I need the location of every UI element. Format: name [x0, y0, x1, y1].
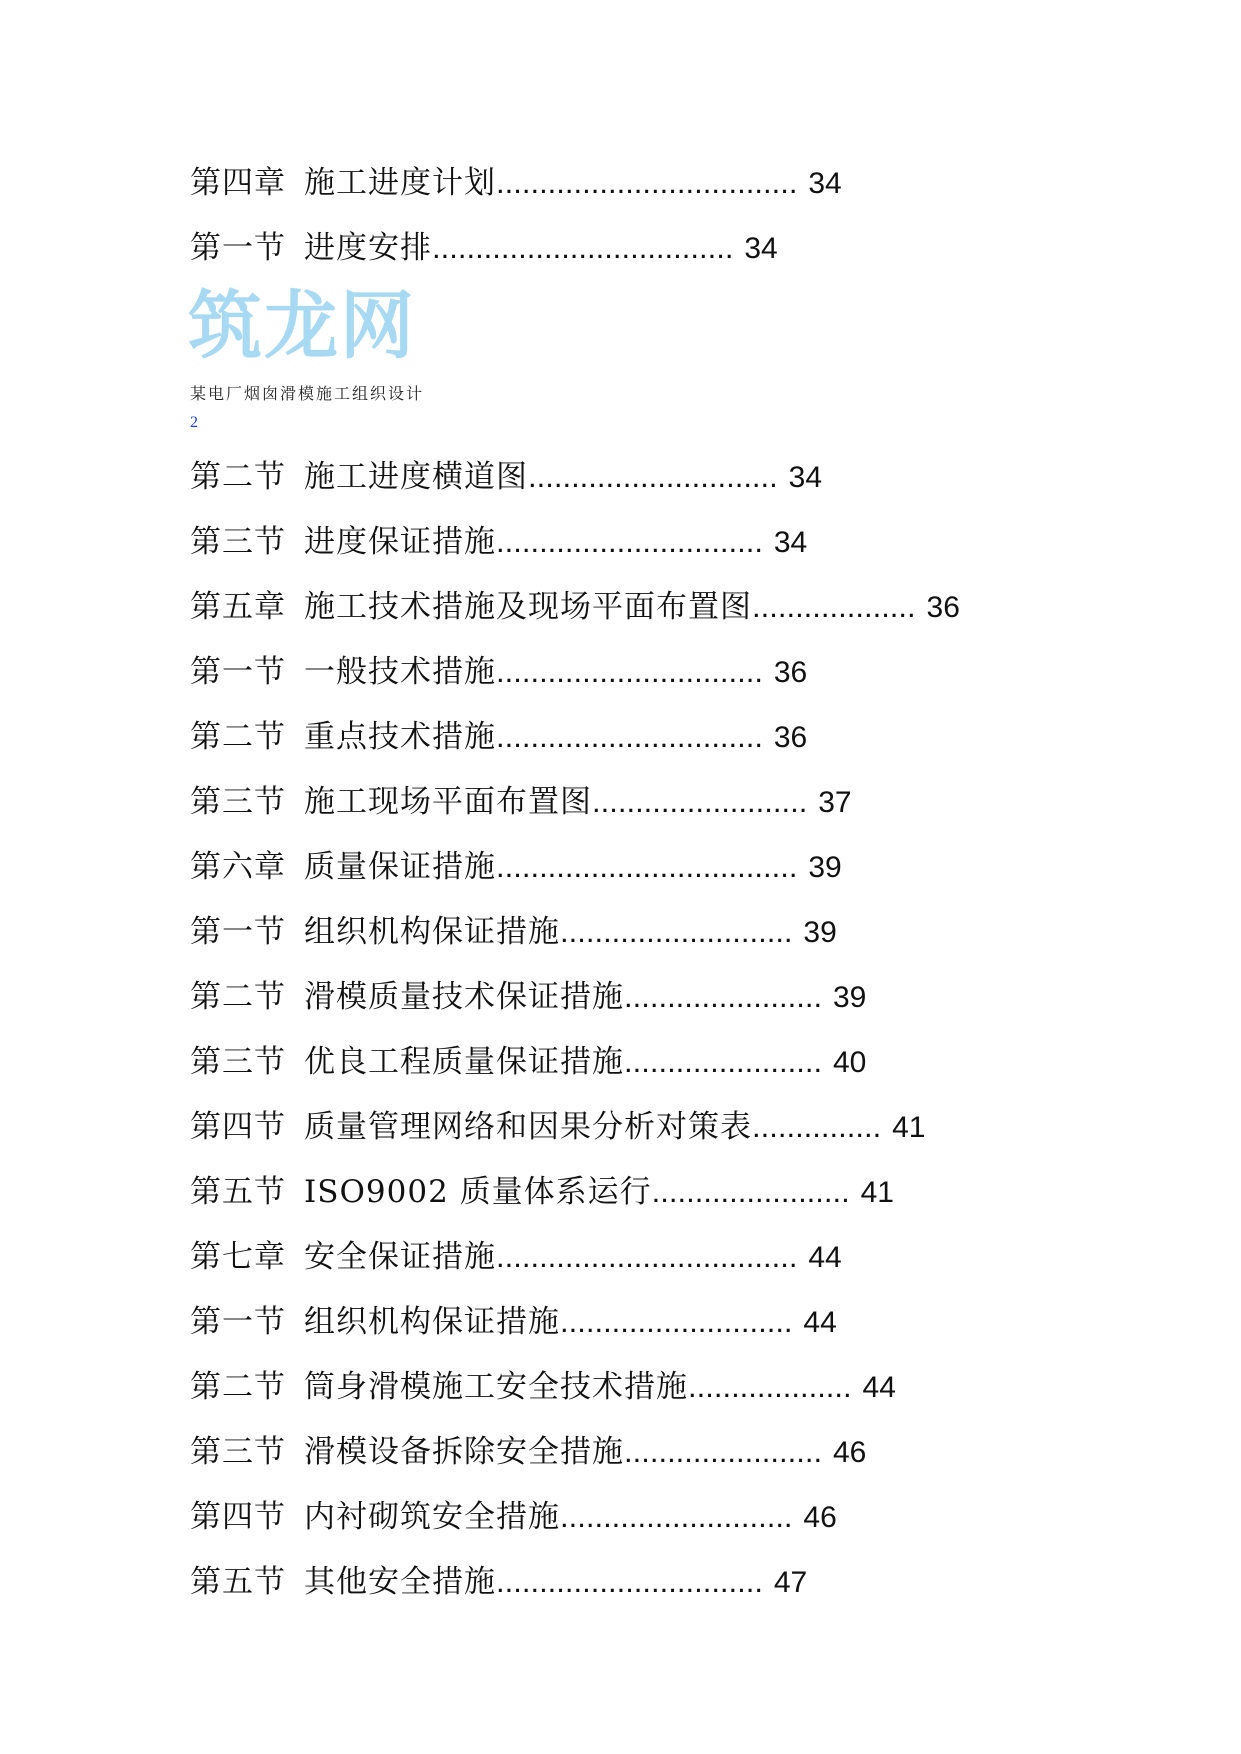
toc-entry-title: 进度安排 [304, 230, 432, 266]
toc-leader-dots: ................... [688, 1369, 852, 1404]
toc-entry-label: 第三节 [190, 1044, 286, 1080]
toc-leader-dots: ................................... [496, 165, 798, 200]
toc-entry-title: 筒身滑模施工安全技术措施 [304, 1369, 688, 1405]
toc-page-number: 34 [808, 167, 842, 200]
toc-entry-section-6-1[interactable] [190, 912, 837, 953]
toc-entry-title: 重点技术措施 [304, 719, 496, 755]
toc-entry-title: 一般技术措施 [304, 654, 496, 690]
toc-entry-section-5-3[interactable] [190, 782, 852, 823]
toc-entry-section-4-1[interactable] [190, 228, 778, 269]
toc-leader-dots: ............................... [496, 1564, 763, 1599]
toc-entry-section-7-2[interactable] [190, 1367, 896, 1408]
toc-entry-chapter-6[interactable] [190, 847, 842, 888]
toc-entry-label: 第三节 [190, 1434, 286, 1470]
toc-entry-label: 第四章 [190, 165, 286, 201]
toc-page-number: 44 [803, 1306, 837, 1339]
toc-entry-section-7-4[interactable] [190, 1497, 837, 1538]
toc-entry-label: 第六章 [190, 849, 286, 885]
toc-entry-label: 第一节 [190, 654, 286, 690]
toc-leader-dots: ............................. [528, 459, 778, 494]
toc-leader-dots: ................................... [496, 1239, 798, 1274]
toc-page-number: 46 [832, 1436, 867, 1469]
toc-entry-section-4-3[interactable] [190, 522, 807, 563]
toc-entry-title: 滑模设备拆除安全措施 [304, 1434, 624, 1470]
toc-entry-label: 第四节 [190, 1499, 286, 1535]
toc-entry-label: 第二节 [190, 1369, 286, 1405]
page-number: 2 [190, 414, 198, 431]
toc-entry-title: 进度保证措施 [304, 524, 496, 560]
toc-entry-title: 内衬砌筑安全措施 [304, 1499, 560, 1535]
toc-page-number: 47 [773, 1566, 808, 1599]
toc-page-number: 36 [773, 656, 808, 689]
toc-entry-label: 第五章 [190, 589, 286, 625]
toc-entry-label: 第二节 [190, 459, 286, 495]
toc-page-number: 34 [744, 232, 778, 265]
toc-entry-label: 第一节 [190, 230, 286, 266]
toc-entry-label: 第二节 [190, 979, 286, 1015]
toc-entry-chapter-7[interactable] [190, 1237, 842, 1278]
toc-page-number: 36 [773, 721, 808, 754]
toc-entry-title: 组织机构保证措施 [304, 914, 560, 950]
toc-leader-dots: ....................... [624, 979, 823, 1014]
toc-leader-dots: ............................... [496, 524, 763, 559]
toc-entry-title: 施工现场平面布置图 [304, 784, 592, 820]
toc-leader-dots: ........................... [560, 914, 793, 949]
toc-entry-title: 滑模质量技术保证措施 [304, 979, 624, 1015]
toc-entry-title: 质量保证措施 [304, 849, 496, 885]
toc-leader-dots: ........................... [560, 1304, 793, 1339]
toc-leader-dots: ................... [752, 589, 916, 624]
toc-entry-title: 施工进度计划 [304, 165, 496, 201]
toc-leader-dots: ........................... [560, 1499, 793, 1534]
toc-page-number: 39 [832, 981, 867, 1014]
toc-page-number: 40 [832, 1046, 867, 1079]
toc-entry-label: 第二节 [190, 719, 286, 755]
toc-entry-title: 其他安全措施 [304, 1564, 496, 1600]
toc-entry-label: 第三节 [190, 784, 286, 820]
toc-entry-section-7-1[interactable] [190, 1302, 837, 1343]
toc-entry-label: 第三节 [190, 524, 286, 560]
toc-entry-chapter-5[interactable] [190, 587, 960, 628]
toc-page-number: 44 [862, 1371, 896, 1404]
toc-entry-title: 施工技术措施及现场平面布置图 [304, 589, 752, 625]
toc-entry-section-6-4[interactable] [190, 1107, 925, 1148]
toc-entry-label: 第四节 [190, 1109, 286, 1145]
toc-page-number: 46 [803, 1501, 837, 1534]
toc-entry-section-6-5[interactable] [190, 1172, 894, 1213]
toc-leader-dots: ....................... [651, 1174, 850, 1209]
toc-entry-section-5-1[interactable] [190, 652, 807, 693]
toc-entry-section-6-3[interactable] [190, 1042, 866, 1083]
toc-leader-dots: ....................... [624, 1044, 823, 1079]
toc-page-number: 36 [926, 591, 960, 624]
toc-entry-title: 安全保证措施 [304, 1239, 496, 1275]
toc-entry-label: 第五节 [190, 1174, 286, 1210]
toc-leader-dots: ............................... [496, 654, 763, 689]
toc-page-number: 44 [808, 1241, 842, 1274]
toc-entry-title: 施工进度横道图 [304, 459, 528, 495]
toc-page-number: 34 [773, 526, 808, 559]
document-header-title: 某电厂烟囱滑模施工组织设计 [190, 384, 425, 403]
toc-entry-title: 优良工程质量保证措施 [304, 1044, 624, 1080]
toc-entry-title: 质量管理网络和因果分析对策表 [304, 1109, 752, 1145]
toc-leader-dots: ......................... [592, 784, 808, 819]
toc-entry-section-7-3[interactable] [190, 1432, 866, 1473]
toc-leader-dots: ............... [752, 1109, 882, 1144]
toc-entry-chapter-4[interactable] [190, 163, 842, 204]
toc-entry-section-7-5[interactable] [190, 1562, 807, 1603]
toc-page-number: 41 [892, 1111, 926, 1144]
brand-logo: 筑龙网 [188, 283, 416, 369]
toc-entry-label: 第一节 [190, 914, 286, 950]
toc-entry-label: 第一节 [190, 1304, 286, 1340]
toc-leader-dots: ................................... [496, 849, 798, 884]
toc-leader-dots: ............................... [496, 719, 763, 754]
toc-page-number: 39 [803, 916, 837, 949]
toc-page-number: 39 [808, 851, 842, 884]
toc-page-number: 37 [818, 786, 852, 819]
toc-entry-section-6-2[interactable] [190, 977, 866, 1018]
toc-entry-label: 第五节 [190, 1564, 286, 1600]
toc-page-number: 41 [860, 1176, 894, 1209]
toc-leader-dots: ....................... [624, 1434, 823, 1469]
toc-entry-section-4-2[interactable] [190, 457, 822, 498]
toc-entry-title: ISO9002 质量体系运行 [304, 1174, 652, 1210]
toc-entry-section-5-2[interactable] [190, 717, 807, 758]
toc-entry-title: 组织机构保证措施 [304, 1304, 560, 1340]
toc-leader-dots: ................................... [432, 230, 734, 265]
toc-page-number: 34 [788, 461, 823, 494]
toc-entry-label: 第七章 [190, 1239, 286, 1275]
